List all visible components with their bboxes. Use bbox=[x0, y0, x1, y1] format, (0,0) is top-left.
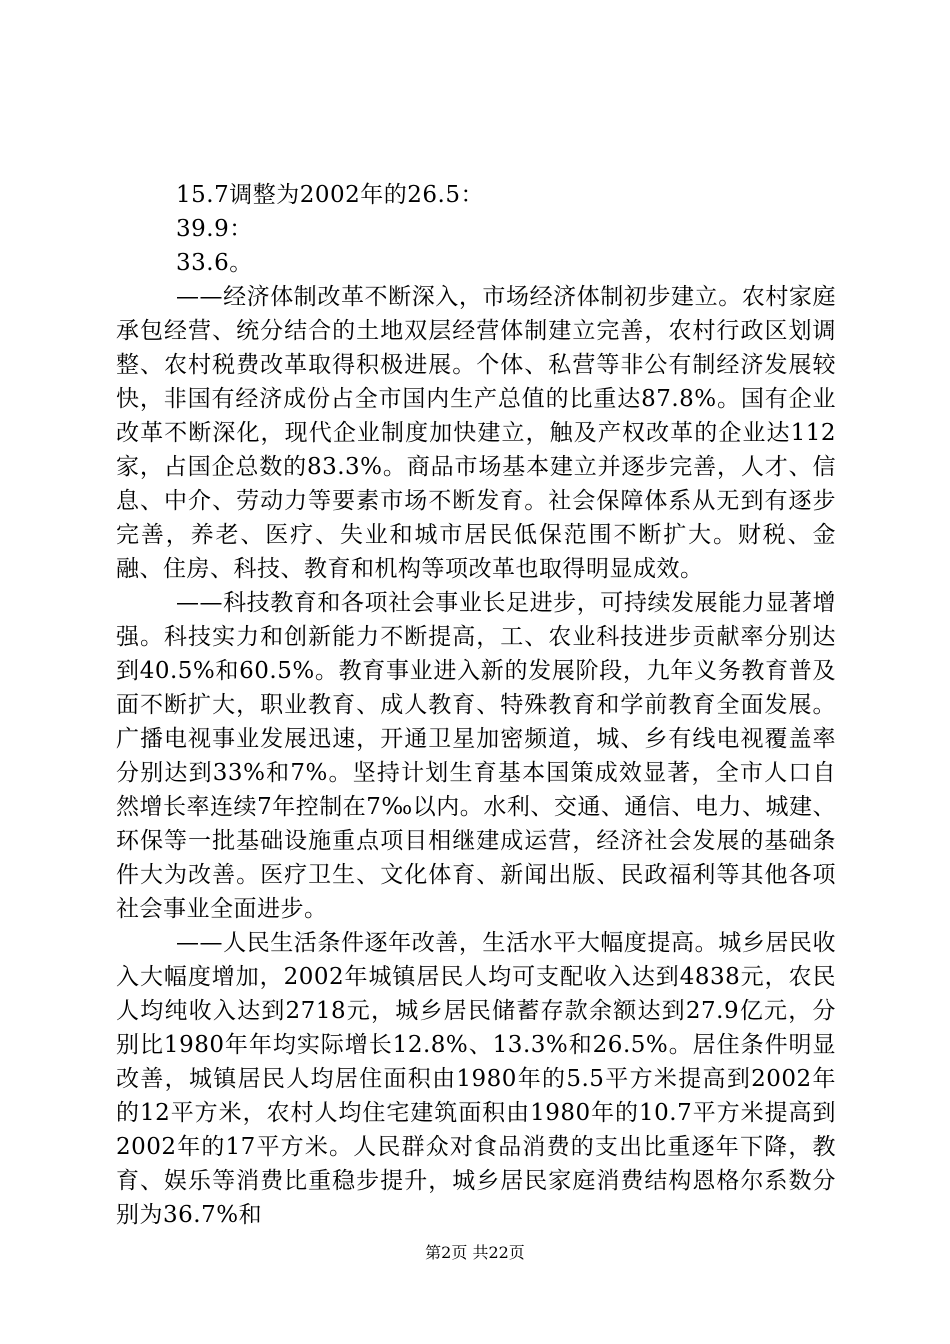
page-footer: 第2页 共22页 bbox=[425, 1243, 525, 1262]
text-line: 33.6。 bbox=[176, 250, 253, 276]
paragraph-living-conditions: ——人民生活条件逐年改善，生活水平大幅度提高。城乡居民收入大幅度增加，2002年城镇居民人均可支配收入达到4838元，农民人均纯收入达到2718元，城乡居民储蓄存款余额达到27.9亿元，分别比1980年年均实际增长12.8%、13.3%和26.5%。居住条件明显改善，城镇居民人均居住面积由1980年的5.5平方米提高到2002年的12平方米，农村人均住宅建筑面积由1980年的10.7平方米提高到2002年的17平方米。人民群众对食品消费的支出比重逐年下降，教育、娱乐等消费比重稳步提升，城乡居民家庭消费结构恩格尔系数分别为36.7%和 bbox=[116, 930, 836, 1228]
text-line: 15.7调整为2002年的26.5： bbox=[176, 182, 484, 208]
paragraph-science-education: ——科技教育和各项社会事业长足进步，可持续发展能力显著增强。科技实力和创新能力不断提高，工、农业科技进步贡献率分别达到40.5%和60.5%。教育事业进入新的发展阶段，九年义务教育普及面不断扩大，职业教育、成人教育、特殊教育和学前教育全面发展。广播电视事业发展迅速，开通卫星加密频道，城、乡有线电视覆盖率分别达到33%和7%。坚持计划生育基本国策成效显著，全市人口自然增长率连续7年控制在7‰以内。水利、交通、通信、电力、城建、环保等一批基础设施重点项目相继建成运营，经济社会发展的基础条件大为改善。医疗卫生、文化体育、新闻出版、民政福利等其他各项社会事业全面进步。 bbox=[116, 590, 836, 922]
paragraph-economic-reform: ——经济体制改革不断深入，市场经济体制初步建立。农村家庭承包经营、统分结合的土地双层经营体制建立完善，农村行政区划调整、农村税费改革取得积极进展。个体、私营等非公有制经济发展较快，非国有经济成份占全市国内生产总值的比重达87.8%。国有企业改革不断深化，现代企业制度加快建立，触及产权改革的企业达112家，占国企总数的83.3%。商品市场基本建立并逐步完善，人才、信息、中介、劳动力等要素市场不断发育。社会保障体系从无到有逐步完善，养老、医疗、失业和城市居民低保范围不断扩大。财税、金融、住房、科技、教育和机构等项改革也取得明显成效。 bbox=[116, 284, 836, 582]
text-line: 39.9： bbox=[176, 216, 253, 242]
document-body bbox=[116, 178, 836, 1232]
